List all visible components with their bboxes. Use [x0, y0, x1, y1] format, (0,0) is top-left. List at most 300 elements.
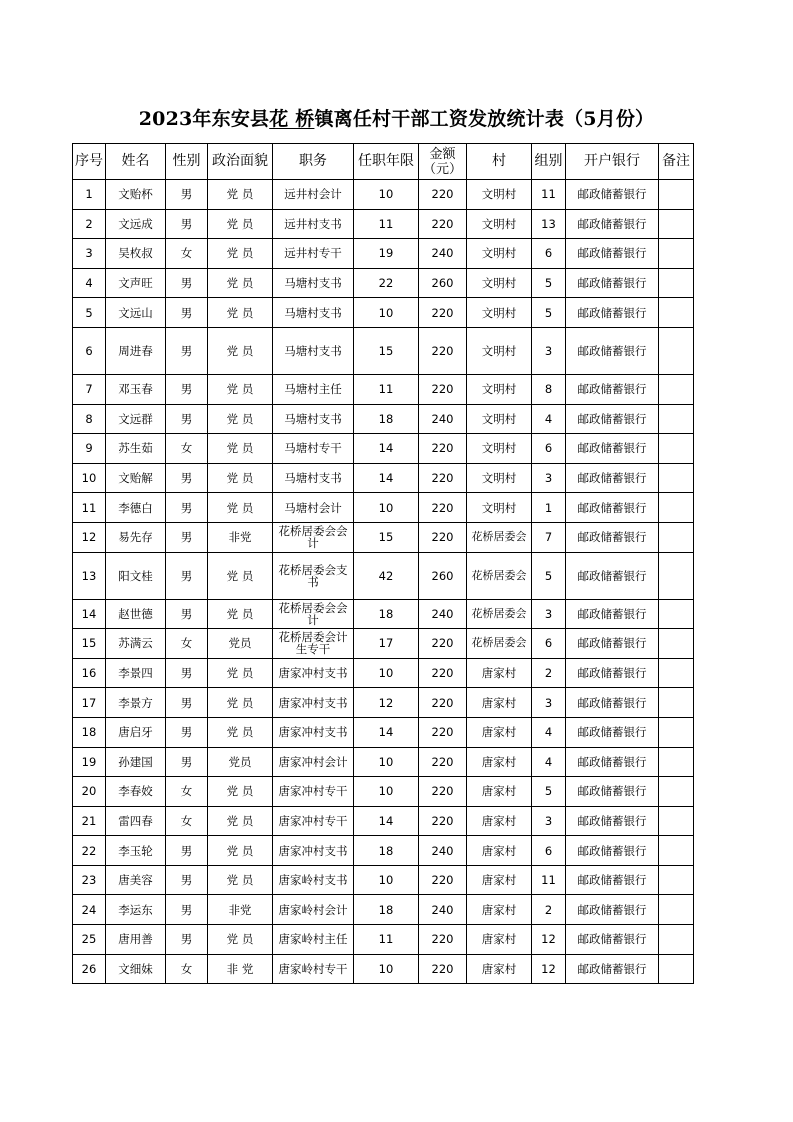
cell-gender: 男	[166, 463, 208, 493]
cell-no: 4	[73, 268, 106, 298]
table-row	[73, 268, 694, 298]
cell-name: 李玉轮	[106, 836, 166, 866]
cell-bank: 邮政储蓄银行	[566, 374, 659, 404]
cell-years: 10	[354, 954, 419, 984]
cell-political: 党 员	[208, 209, 273, 239]
cell-years: 14	[354, 434, 419, 464]
cell-amount: 240	[419, 239, 467, 269]
cell-political: 非 党	[208, 954, 273, 984]
cell-bank: 邮政储蓄银行	[566, 954, 659, 984]
cell-village: 文明村	[467, 209, 532, 239]
cell-name: 苏生茹	[106, 434, 166, 464]
cell-years: 10	[354, 298, 419, 328]
cell-amount: 220	[419, 658, 467, 688]
cell-years: 10	[354, 777, 419, 807]
cell-no: 12	[73, 522, 106, 552]
cell-no: 21	[73, 806, 106, 836]
cell-village: 唐家村	[467, 836, 532, 866]
cell-gender: 男	[166, 180, 208, 210]
cell-gender: 男	[166, 747, 208, 777]
cell-position: 马塘村会计	[273, 493, 354, 523]
cell-years: 19	[354, 239, 419, 269]
cell-note	[659, 209, 694, 239]
cell-position: 唐家岭村专干	[273, 954, 354, 984]
cell-bank: 邮政储蓄银行	[566, 777, 659, 807]
header-years: 任职年限	[354, 144, 419, 180]
cell-name: 李运东	[106, 895, 166, 925]
cell-position: 唐家岭村支书	[273, 865, 354, 895]
cell-name: 李德白	[106, 493, 166, 523]
cell-note	[659, 493, 694, 523]
cell-group: 3	[532, 688, 566, 718]
cell-political: 党 员	[208, 806, 273, 836]
cell-amount: 240	[419, 404, 467, 434]
cell-village: 花桥居委会	[467, 552, 532, 599]
cell-no: 2	[73, 209, 106, 239]
cell-political: 党 员	[208, 865, 273, 895]
cell-political: 党 员	[208, 434, 273, 464]
cell-position: 马塘村支书	[273, 327, 354, 374]
cell-gender: 男	[166, 717, 208, 747]
cell-years: 15	[354, 522, 419, 552]
cell-village: 花桥居委会	[467, 599, 532, 629]
cell-bank: 邮政储蓄银行	[566, 493, 659, 523]
cell-group: 12	[532, 925, 566, 955]
cell-no: 25	[73, 925, 106, 955]
header-village: 村	[467, 144, 532, 180]
title-prefix: 2023年东安县	[138, 108, 270, 130]
cell-years: 10	[354, 747, 419, 777]
cell-no: 14	[73, 599, 106, 629]
cell-years: 14	[354, 463, 419, 493]
cell-position: 远井村支书	[273, 209, 354, 239]
cell-gender: 男	[166, 688, 208, 718]
cell-group: 11	[532, 865, 566, 895]
cell-no: 11	[73, 493, 106, 523]
cell-group: 4	[532, 717, 566, 747]
cell-note	[659, 925, 694, 955]
table-row	[73, 463, 694, 493]
cell-no: 9	[73, 434, 106, 464]
cell-political: 非党	[208, 895, 273, 925]
cell-village: 唐家村	[467, 925, 532, 955]
cell-gender: 男	[166, 404, 208, 434]
cell-position: 花桥居委会会计	[273, 599, 354, 629]
cell-no: 1	[73, 180, 106, 210]
cell-gender: 女	[166, 777, 208, 807]
cell-political: 党 员	[208, 180, 273, 210]
cell-no: 20	[73, 777, 106, 807]
cell-group: 3	[532, 463, 566, 493]
cell-years: 17	[354, 629, 419, 659]
cell-no: 17	[73, 688, 106, 718]
cell-name: 文贻解	[106, 463, 166, 493]
cell-bank: 邮政储蓄银行	[566, 463, 659, 493]
cell-note	[659, 688, 694, 718]
cell-name: 周进春	[106, 327, 166, 374]
cell-bank: 邮政储蓄银行	[566, 522, 659, 552]
cell-political: 党 员	[208, 404, 273, 434]
cell-bank: 邮政储蓄银行	[566, 658, 659, 688]
cell-gender: 男	[166, 925, 208, 955]
table-row	[73, 865, 694, 895]
header-row	[73, 144, 694, 180]
cell-bank: 邮政储蓄银行	[566, 717, 659, 747]
cell-political: 党 员	[208, 239, 273, 269]
header-position: 职务	[273, 144, 354, 180]
table-row	[73, 522, 694, 552]
cell-name: 唐美容	[106, 865, 166, 895]
cell-political: 党 员	[208, 925, 273, 955]
cell-name: 唐用善	[106, 925, 166, 955]
cell-no: 7	[73, 374, 106, 404]
table-row	[73, 777, 694, 807]
cell-gender: 男	[166, 865, 208, 895]
cell-gender: 男	[166, 552, 208, 599]
cell-note	[659, 268, 694, 298]
cell-group: 6	[532, 239, 566, 269]
header-amount: 金额（元）	[419, 144, 467, 180]
cell-note	[659, 180, 694, 210]
cell-village: 唐家村	[467, 688, 532, 718]
cell-political: 党 员	[208, 688, 273, 718]
header-name: 姓名	[106, 144, 166, 180]
table-row	[73, 298, 694, 328]
cell-village: 花桥居委会	[467, 629, 532, 659]
cell-village: 文明村	[467, 180, 532, 210]
cell-bank: 邮政储蓄银行	[566, 434, 659, 464]
cell-name: 文贻杯	[106, 180, 166, 210]
cell-gender: 女	[166, 806, 208, 836]
cell-gender: 女	[166, 629, 208, 659]
cell-note	[659, 777, 694, 807]
cell-position: 马塘村支书	[273, 268, 354, 298]
cell-bank: 邮政储蓄银行	[566, 806, 659, 836]
cell-position: 马塘村支书	[273, 404, 354, 434]
cell-name: 文声旺	[106, 268, 166, 298]
cell-bank: 邮政储蓄银行	[566, 180, 659, 210]
cell-gender: 男	[166, 374, 208, 404]
cell-bank: 邮政储蓄银行	[566, 327, 659, 374]
cell-group: 3	[532, 806, 566, 836]
cell-note	[659, 522, 694, 552]
cell-village: 唐家村	[467, 895, 532, 925]
cell-village: 唐家村	[467, 865, 532, 895]
salary-table	[72, 143, 694, 984]
cell-years: 11	[354, 374, 419, 404]
table-row	[73, 327, 694, 374]
cell-years: 15	[354, 327, 419, 374]
cell-name: 吴枚叔	[106, 239, 166, 269]
cell-position: 唐家冲村支书	[273, 836, 354, 866]
cell-position: 花桥居委会支书	[273, 552, 354, 599]
cell-political: 党 员	[208, 327, 273, 374]
cell-amount: 220	[419, 374, 467, 404]
cell-note	[659, 552, 694, 599]
cell-no: 26	[73, 954, 106, 984]
cell-group: 8	[532, 374, 566, 404]
cell-political: 党 员	[208, 374, 273, 404]
cell-no: 5	[73, 298, 106, 328]
cell-position: 马塘村支书	[273, 463, 354, 493]
cell-group: 2	[532, 658, 566, 688]
cell-name: 阳文桂	[106, 552, 166, 599]
cell-bank: 邮政储蓄银行	[566, 552, 659, 599]
cell-bank: 邮政储蓄银行	[566, 298, 659, 328]
table-row	[73, 925, 694, 955]
cell-name: 苏满云	[106, 629, 166, 659]
cell-bank: 邮政储蓄银行	[566, 836, 659, 866]
cell-political: 党 员	[208, 552, 273, 599]
cell-group: 3	[532, 327, 566, 374]
cell-amount: 220	[419, 806, 467, 836]
table-row	[73, 434, 694, 464]
cell-note	[659, 404, 694, 434]
cell-years: 18	[354, 895, 419, 925]
table-row	[73, 493, 694, 523]
cell-position: 唐家冲村支书	[273, 717, 354, 747]
cell-position: 花桥居委会会计	[273, 522, 354, 552]
cell-village: 唐家村	[467, 806, 532, 836]
cell-village: 文明村	[467, 463, 532, 493]
cell-gender: 男	[166, 895, 208, 925]
cell-no: 16	[73, 658, 106, 688]
cell-gender: 男	[166, 493, 208, 523]
cell-group: 2	[532, 895, 566, 925]
cell-political: 党 员	[208, 777, 273, 807]
cell-no: 13	[73, 552, 106, 599]
table-row	[73, 954, 694, 984]
header-group: 组别	[532, 144, 566, 180]
cell-years: 10	[354, 658, 419, 688]
cell-bank: 邮政储蓄银行	[566, 404, 659, 434]
cell-years: 14	[354, 806, 419, 836]
cell-name: 李景四	[106, 658, 166, 688]
cell-village: 花桥居委会	[467, 522, 532, 552]
cell-political: 党员	[208, 747, 273, 777]
table-row	[73, 629, 694, 659]
cell-group: 4	[532, 747, 566, 777]
cell-note	[659, 806, 694, 836]
cell-amount: 220	[419, 747, 467, 777]
cell-political: 党 员	[208, 717, 273, 747]
cell-amount: 240	[419, 895, 467, 925]
cell-note	[659, 865, 694, 895]
cell-political: 非党	[208, 522, 273, 552]
cell-name: 文远山	[106, 298, 166, 328]
title-town: 花 桥	[269, 108, 315, 130]
cell-group: 12	[532, 954, 566, 984]
cell-gender: 男	[166, 327, 208, 374]
cell-name: 文远成	[106, 209, 166, 239]
cell-name: 唐启牙	[106, 717, 166, 747]
cell-group: 13	[532, 209, 566, 239]
cell-group: 6	[532, 434, 566, 464]
cell-name: 雷四春	[106, 806, 166, 836]
cell-years: 22	[354, 268, 419, 298]
cell-amount: 220	[419, 925, 467, 955]
cell-name: 邓玉春	[106, 374, 166, 404]
cell-position: 唐家岭村会计	[273, 895, 354, 925]
cell-gender: 男	[166, 298, 208, 328]
cell-no: 8	[73, 404, 106, 434]
cell-years: 10	[354, 493, 419, 523]
cell-group: 1	[532, 493, 566, 523]
cell-position: 远井村专干	[273, 239, 354, 269]
cell-amount: 220	[419, 777, 467, 807]
cell-gender: 男	[166, 836, 208, 866]
cell-gender: 男	[166, 209, 208, 239]
cell-years: 12	[354, 688, 419, 718]
cell-years: 11	[354, 925, 419, 955]
cell-name: 易先存	[106, 522, 166, 552]
cell-no: 19	[73, 747, 106, 777]
cell-gender: 女	[166, 239, 208, 269]
table-row	[73, 374, 694, 404]
cell-note	[659, 239, 694, 269]
table-row	[73, 552, 694, 599]
header-note: 备注	[659, 144, 694, 180]
cell-note	[659, 599, 694, 629]
cell-village: 文明村	[467, 239, 532, 269]
cell-position: 唐家岭村主任	[273, 925, 354, 955]
cell-group: 5	[532, 298, 566, 328]
cell-group: 5	[532, 552, 566, 599]
cell-years: 14	[354, 717, 419, 747]
cell-position: 远井村会计	[273, 180, 354, 210]
cell-group: 7	[532, 522, 566, 552]
cell-gender: 男	[166, 522, 208, 552]
cell-political: 党 员	[208, 463, 273, 493]
cell-village: 文明村	[467, 493, 532, 523]
cell-amount: 220	[419, 522, 467, 552]
cell-bank: 邮政储蓄银行	[566, 629, 659, 659]
table-row	[73, 895, 694, 925]
cell-gender: 男	[166, 268, 208, 298]
cell-position: 马塘村专干	[273, 434, 354, 464]
cell-bank: 邮政储蓄银行	[566, 209, 659, 239]
cell-gender: 男	[166, 599, 208, 629]
table-row	[73, 209, 694, 239]
header-gender: 性别	[166, 144, 208, 180]
cell-group: 11	[532, 180, 566, 210]
cell-village: 文明村	[467, 327, 532, 374]
cell-years: 18	[354, 836, 419, 866]
cell-note	[659, 954, 694, 984]
cell-village: 文明村	[467, 374, 532, 404]
cell-group: 5	[532, 777, 566, 807]
cell-amount: 220	[419, 629, 467, 659]
cell-no: 22	[73, 836, 106, 866]
table-row	[73, 180, 694, 210]
cell-village: 文明村	[467, 434, 532, 464]
cell-village: 唐家村	[467, 717, 532, 747]
table-row	[73, 239, 694, 269]
cell-name: 李景方	[106, 688, 166, 718]
cell-name: 孙建国	[106, 747, 166, 777]
cell-group: 3	[532, 599, 566, 629]
cell-no: 3	[73, 239, 106, 269]
cell-note	[659, 327, 694, 374]
cell-bank: 邮政储蓄银行	[566, 268, 659, 298]
table-row	[73, 599, 694, 629]
cell-position: 唐家冲村专干	[273, 806, 354, 836]
cell-group: 6	[532, 836, 566, 866]
cell-gender: 女	[166, 954, 208, 984]
cell-amount: 220	[419, 180, 467, 210]
cell-no: 23	[73, 865, 106, 895]
table-row	[73, 717, 694, 747]
cell-position: 花桥居委会计生专干	[273, 629, 354, 659]
cell-amount: 220	[419, 327, 467, 374]
cell-position: 马塘村主任	[273, 374, 354, 404]
header-bank: 开户银行	[566, 144, 659, 180]
cell-no: 24	[73, 895, 106, 925]
cell-position: 马塘村支书	[273, 298, 354, 328]
cell-village: 文明村	[467, 298, 532, 328]
cell-bank: 邮政储蓄银行	[566, 747, 659, 777]
table-row	[73, 747, 694, 777]
table-row	[73, 836, 694, 866]
cell-village: 文明村	[467, 268, 532, 298]
cell-note	[659, 836, 694, 866]
cell-position: 唐家冲村支书	[273, 688, 354, 718]
cell-position: 唐家冲村专干	[273, 777, 354, 807]
cell-gender: 女	[166, 434, 208, 464]
cell-village: 唐家村	[467, 954, 532, 984]
cell-position: 唐家冲村会计	[273, 747, 354, 777]
cell-group: 6	[532, 629, 566, 659]
cell-group: 4	[532, 404, 566, 434]
cell-note	[659, 629, 694, 659]
cell-political: 党 员	[208, 836, 273, 866]
header-political: 政治面貌	[208, 144, 273, 180]
cell-no: 10	[73, 463, 106, 493]
cell-years: 11	[354, 209, 419, 239]
cell-name: 赵世德	[106, 599, 166, 629]
cell-bank: 邮政储蓄银行	[566, 688, 659, 718]
title-suffix: 镇离任村干部工资发放统计表（5月份）	[314, 108, 655, 130]
cell-bank: 邮政储蓄银行	[566, 925, 659, 955]
cell-years: 10	[354, 865, 419, 895]
cell-position: 唐家冲村支书	[273, 658, 354, 688]
cell-no: 18	[73, 717, 106, 747]
cell-bank: 邮政储蓄银行	[566, 895, 659, 925]
cell-amount: 260	[419, 552, 467, 599]
cell-years: 42	[354, 552, 419, 599]
cell-amount: 240	[419, 599, 467, 629]
table-row	[73, 806, 694, 836]
cell-group: 5	[532, 268, 566, 298]
cell-years: 18	[354, 599, 419, 629]
cell-no: 6	[73, 327, 106, 374]
cell-amount: 220	[419, 865, 467, 895]
cell-note	[659, 434, 694, 464]
cell-bank: 邮政储蓄银行	[566, 599, 659, 629]
table-row	[73, 404, 694, 434]
cell-no: 15	[73, 629, 106, 659]
cell-political: 党 员	[208, 493, 273, 523]
cell-amount: 220	[419, 463, 467, 493]
cell-note	[659, 374, 694, 404]
cell-amount: 220	[419, 298, 467, 328]
cell-amount: 220	[419, 209, 467, 239]
table-row	[73, 658, 694, 688]
page-title	[0, 104, 793, 131]
cell-amount: 220	[419, 954, 467, 984]
table-row	[73, 688, 694, 718]
cell-village: 文明村	[467, 404, 532, 434]
